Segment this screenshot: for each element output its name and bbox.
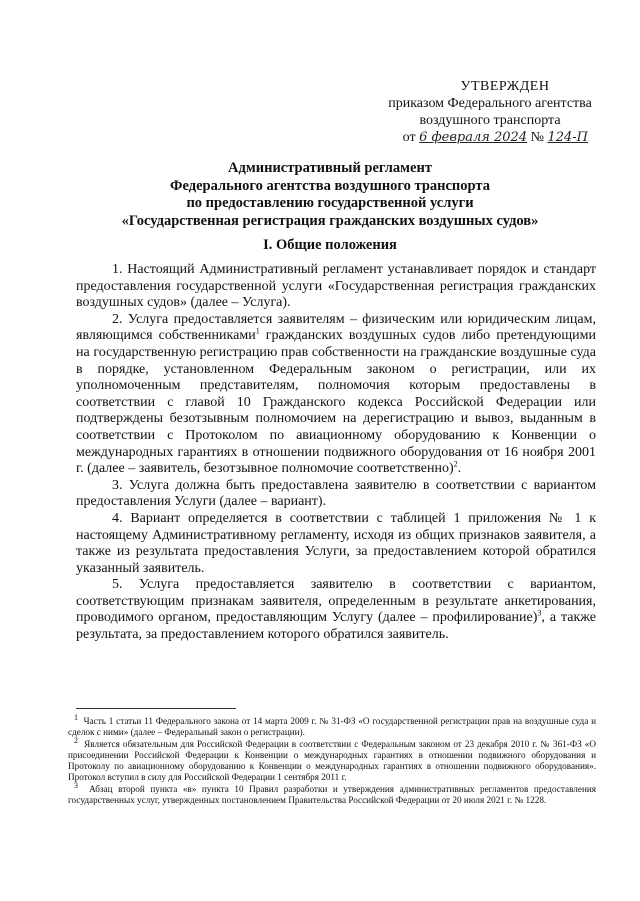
footnote-divider xyxy=(76,708,236,709)
document-body xyxy=(76,262,596,644)
handwritten-date: 6 февраля 2024 xyxy=(419,130,528,145)
date-prefix: от xyxy=(402,130,416,145)
footnote-1-text: Часть 1 статьи 11 Федерального закона от 14 марта 2009 г. № 31-ФЗ «О государственной регистрации прав на воздушные суда и сделок с ними» (далее – Федеральный закон о регистрации). xyxy=(68,716,597,737)
title-line-1: Административный регламент xyxy=(228,160,432,176)
footnote-2 xyxy=(68,735,596,783)
footnote-mark-3: 3 xyxy=(74,780,78,790)
footnote-2-text: Является обязательным для Российской Федерации в соответствии с Федеральным законом от 23 декабря 2010 г. № 361-ФЗ «О присоединении Российской Федерации к Конвенции о международных гарантиях в отношении подвижного оборудования и Протоколу по авиационному оборудованию к Конвенции о международных гарантиях в отношении подвижного оборудования». Протокол вступил в силу для Российской Федерации 1 сентября 2011 г. xyxy=(68,739,596,782)
document-title xyxy=(60,160,600,230)
paragraph-4: 4. Вариант определяется в соответствии с таблицей 1 приложения № 1 к настоящему Административному регламенту, исходя из общих признаков заявителя, а также из результата предоставления Услуги, за предоставлением которой обратился указанный заявитель. xyxy=(76,510,596,576)
footnote-ref-1: 1 xyxy=(255,326,260,336)
paragraph-2-text-c: . xyxy=(457,461,462,477)
paragraph-5 xyxy=(76,577,596,643)
approval-date-line xyxy=(370,129,610,146)
paragraph-2-text-a: 2. Услуга предоставляется заявителям – физическим или юридическим лицам, являющимся собственниками xyxy=(76,311,596,344)
footnote-mark-2: 2 xyxy=(74,735,78,745)
title-line-4: «Государственная регистрация гражданских воздушных судов» xyxy=(121,212,539,229)
approval-block xyxy=(370,78,610,146)
paragraph-2-text-b: гражданских воздушных судов либо претендующими на государственную регистрацию прав собственности на гражданские воздушные суда в порядке, установленном Федеральным законом о регистрации, или их уполномоченным представителям, полномочия которым предоставлены в соответствии с главой 10 Гражданского кодекса Российской Федерации или подтверждены безотзывным полномочием на дерегистрацию и вывоз, выданным в соответствии с Протоколом по авиационному оборудованию к Конвенции о международных гарантиях в отношении подвижного оборудования от 16 ноября 2001 г. (далее – заявитель, безотзывное полномочие соответственно) xyxy=(76,328,596,477)
section-heading: I. Общие положения xyxy=(263,237,397,253)
paragraph-2 xyxy=(76,312,596,478)
handwritten-number: 124-П xyxy=(547,130,588,145)
approval-line-2: воздушного транспорта xyxy=(419,113,561,128)
footnote-ref-2: 2 xyxy=(453,459,458,469)
footnote-ref-3: 3 xyxy=(537,608,542,618)
footnote-1 xyxy=(68,712,597,738)
approval-stamp: УТВЕРЖДЕН xyxy=(460,79,550,94)
paragraph-5-text-a: 5. Услуга предоставляется заявителю в соответствии с вариантом, соответствующим признакам заявителя, определенным в результате анкетирования, проводимого органом, предоставляющим Услугу (далее – профилирование) xyxy=(76,577,596,626)
paragraph-3: 3. Услуга должна быть предоставлена заявителю в соответствии с вариантом предоставления Услуги (далее – вариант). xyxy=(76,477,596,510)
approval-line-1: приказом Федерального агентства xyxy=(388,96,592,111)
number-prefix: № xyxy=(530,130,544,145)
title-line-2: Федерального агентства воздушного транспорта xyxy=(170,177,490,194)
footnote-mark-1: 1 xyxy=(74,712,78,722)
paragraph-5-text-b: , а также результата, за предоставлением которого обратился заявитель. xyxy=(76,610,596,643)
paragraph-1: 1. Настоящий Административный регламент устанавливает порядок и стандарт предоставления государственной услуги «Государственная регистрация гражданских воздушных судов» (далее – Услуга). xyxy=(76,262,596,311)
title-line-3: по предоставлению государственной услуги xyxy=(186,195,474,211)
footnote-3-text: Абзац второй пункта «в» пункта 10 Правил разработки и утверждения административных регламентов предоставления государственных услуг, утвержденных постановлением Правительства Российской Федерации от 20 июля 2021 г. № 1228. xyxy=(68,784,597,805)
footnotes xyxy=(68,712,597,807)
footnote-3 xyxy=(68,780,597,806)
